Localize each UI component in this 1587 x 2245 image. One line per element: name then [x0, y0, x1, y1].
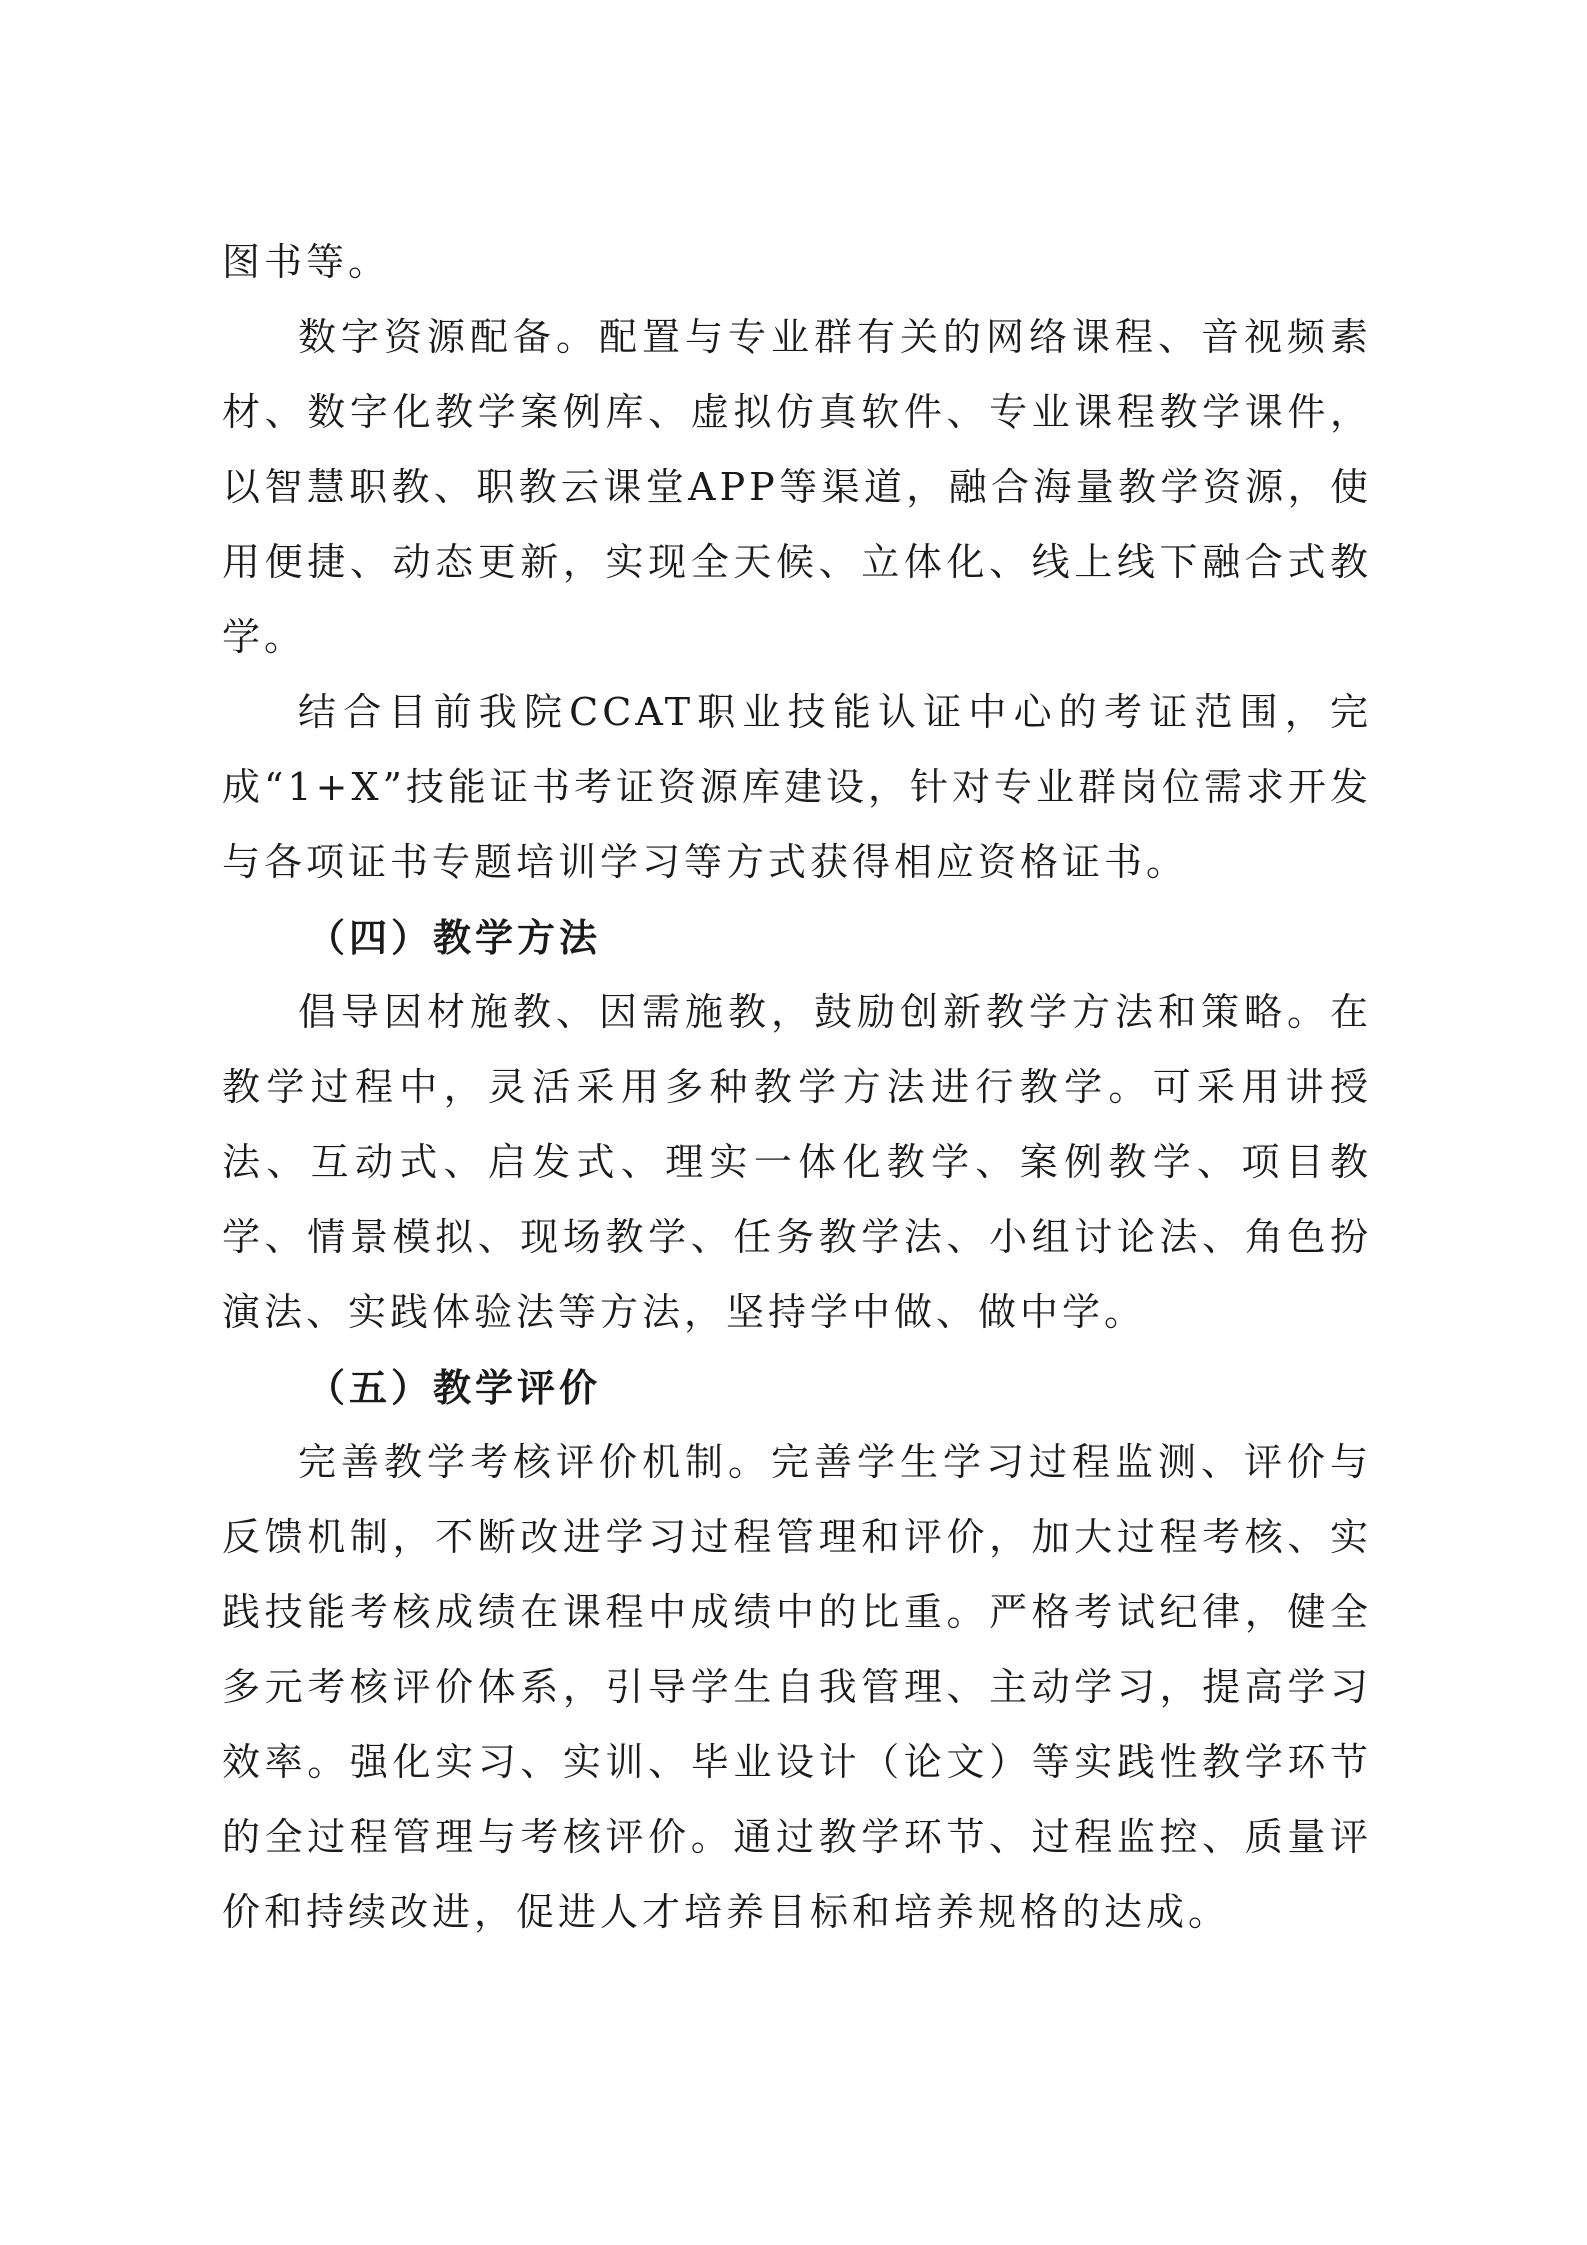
- paragraph-teaching-methods: 倡导因材施教、因需施教，鼓励创新教学方法和策略。在教学过程中，灵活采用多种教学方法进行教学。可采用讲授法、互动式、启发式、理实一体化教学、案例教学、项目教学、情景模拟、现场教学、任务教学法、小组讨论法、角色扮演法、实践体验法等方法，坚持学中做、做中学。: [222, 990, 1372, 1334]
- heading-teaching-methods: （四）教学方法: [307, 915, 602, 960]
- paragraph-continued: 图书等。: [222, 240, 391, 284]
- heading-teaching-evaluation: （五）教学评价: [307, 1365, 602, 1410]
- paragraph-certificates: 结合目前我院CCAT职业技能认证中心的考证范围，完成“1+X”技能证书考证资源库建设，针对专业群岗位需求开发与各项证书专题培训学习等方式获得相应资格证书。: [222, 690, 1372, 884]
- document-body: [222, 225, 1372, 1950]
- paragraph-teaching-evaluation: 完善教学考核评价机制。完善学生学习过程监测、评价与反馈机制，不断改进学习过程管理和评价，加大过程考核、实践技能考核成绩在课程中成绩中的比重。严格考试纪律，健全多元考核评价体系，引导学生自我管理、主动学习，提高学习效率。强化实习、实训、毕业设计（论文）等实践性教学环节的全过程管理与考核评价。通过教学环节、过程监控、质量评价和持续改进，促进人才培养目标和培养规格的达成。: [222, 1440, 1372, 1934]
- paragraph-digital-resources: 数字资源配备。配置与专业群有关的网络课程、音视频素材、数字化教学案例库、虚拟仿真软件、专业课程教学课件，以智慧职教、职教云课堂APP等渠道，融合海量教学资源，使用便捷、动态更新，实现全天候、立体化、线上线下融合式教学。: [222, 315, 1372, 659]
